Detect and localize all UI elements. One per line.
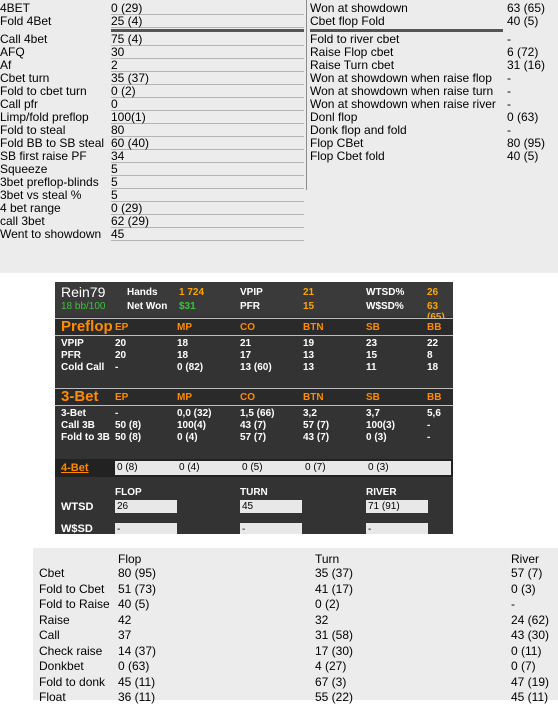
stat-value: 5: [111, 189, 304, 202]
stats-right-column: [310, 2, 558, 163]
stat-label: SB first raise PF: [0, 149, 87, 163]
threebet-cell: 5,6: [427, 408, 441, 419]
stat-value: 0: [111, 98, 304, 111]
preflop-cell: 18: [177, 338, 189, 349]
stat-value: 0 (29): [111, 2, 304, 15]
preflop-row: [55, 338, 453, 350]
wtsd-flop: 26: [115, 500, 177, 513]
stat-value: 0 (29): [111, 202, 304, 215]
street-stat-label: Fold to donk: [39, 674, 106, 689]
preflop-cell: 20: [115, 338, 127, 349]
stat-label: Donl flop: [310, 110, 358, 124]
street-stat-value: 35 (37): [315, 566, 354, 580]
stats-left-column: [0, 2, 310, 241]
stat-value: 75 (4): [111, 33, 304, 46]
stat-label: 4BET: [0, 1, 31, 15]
wtsd-row-label: WTSD: [61, 501, 94, 513]
stat-label: Squeeze: [0, 162, 48, 176]
stat-label: Flop Cbet fold: [310, 149, 385, 163]
preflop-cell: 13: [303, 362, 315, 373]
street-stat-label: Cbet: [39, 566, 65, 580]
pfr-label: PFR: [240, 301, 260, 312]
street-stat-value: 17 (30): [315, 643, 354, 658]
street-stat-row: [33, 629, 558, 642]
preflop-cell: 11: [366, 362, 377, 373]
stat-row: [0, 228, 310, 241]
preflop-row-label: PFR: [61, 350, 81, 361]
stat-label: 4 bet range: [0, 201, 61, 215]
threebet-cell: 57 (7): [303, 420, 330, 431]
pos-ep: EP: [115, 392, 129, 403]
stat-label: Fold to steal: [0, 123, 66, 137]
threebet-cell: 57 (7): [240, 432, 267, 443]
bb100-value: 18 bb/100: [61, 301, 106, 312]
street-stat-label: Check raise: [39, 643, 103, 658]
hands-value: 1 724: [179, 287, 205, 298]
stat-value: 35 (37): [111, 72, 304, 85]
street-header-row: [33, 553, 558, 566]
street-stat-value: 31 (58): [315, 628, 354, 642]
stat-value: 34: [111, 150, 304, 163]
threebet-cell: 43 (7): [240, 420, 267, 431]
stat-label: Won at showdown when raise river: [310, 97, 496, 111]
hands-label: Hands: [127, 287, 158, 298]
street-stat-row: [33, 676, 558, 689]
stat-value: 80: [111, 124, 304, 137]
vpip-label: VPIP: [240, 287, 263, 298]
stat-label: 3bet preflop-blinds: [0, 175, 99, 189]
stat-value: 60 (40): [111, 137, 304, 150]
stat-label: call 3bet: [0, 214, 45, 228]
threebet-row: [55, 420, 453, 432]
fourbet-mp: 0 (4): [177, 461, 241, 475]
fourbet-co: 0 (5): [240, 461, 304, 475]
stat-label: Limp/fold preflop: [0, 110, 89, 124]
stat-value: 100(1): [111, 111, 304, 124]
pos-mp: MP: [177, 392, 192, 403]
header-river: River: [511, 552, 540, 566]
preflop-row-label: VPIP: [61, 338, 84, 349]
street-stat-value: 32: [315, 612, 329, 627]
threebet-cell: 1,5 (66): [240, 408, 275, 419]
stat-label: Went to showdown: [0, 227, 102, 241]
pos-bb: BB: [427, 322, 442, 333]
stats-panel-top: [0, 0, 558, 273]
preflop-cell: 13: [303, 350, 315, 361]
stat-value: 0 (2): [111, 85, 304, 98]
wsd-flop: -: [115, 523, 177, 534]
preflop-cell: 18: [177, 350, 189, 361]
stat-label: 3bet vs steal %: [0, 188, 82, 202]
wsd-value: 63: [427, 301, 439, 312]
stat-value: -: [507, 32, 511, 46]
stat-value: 30: [111, 46, 304, 59]
stat-row: [310, 150, 558, 163]
wtsd-value: 26: [427, 287, 439, 298]
preflop-row: [55, 350, 453, 362]
street-stat-row: [33, 660, 558, 673]
street-stats-panel: [33, 548, 558, 704]
stat-row: [0, 202, 310, 215]
street-stat-value: 0 (11): [511, 643, 542, 658]
preflop-cell: 17: [240, 350, 252, 361]
street-stat-value: 43 (30): [511, 628, 550, 642]
threebet-cell: 3,2: [303, 408, 317, 419]
stat-value: 6 (72): [507, 45, 539, 59]
preflop-cell: 13 (60): [240, 362, 272, 373]
stat-value: 5: [111, 163, 304, 176]
street-stat-label: Donkbet: [39, 659, 84, 673]
stat-value: -: [507, 97, 511, 111]
stat-label: Call 4bet: [0, 32, 48, 46]
street-stat-value: 40 (5): [118, 597, 150, 611]
fourbet-sb: 0 (3): [366, 461, 430, 475]
netwon-value: $31: [179, 301, 196, 312]
street-stat-value: 67 (3): [315, 674, 347, 689]
stat-label: Cbet flop Fold: [310, 14, 385, 28]
wsd-turn: -: [240, 523, 302, 534]
preflop-cell: 8: [427, 350, 433, 361]
netwon-label: Net Won: [127, 301, 168, 312]
stat-value: -: [507, 84, 511, 98]
threebet-cell: 100(4): [177, 420, 206, 431]
pos-co: CO: [240, 322, 255, 333]
street-stat-row: [33, 583, 558, 596]
preflop-cell: 18: [427, 362, 439, 373]
street-stat-label: Raise: [39, 612, 70, 627]
stat-value: -: [507, 123, 511, 137]
preflop-cell: 20: [115, 350, 127, 361]
street-stat-value: 47 (19): [511, 674, 550, 689]
street-stat-value: 51 (73): [118, 581, 157, 596]
fourbet-ep: 0 (8): [115, 461, 179, 475]
street-stat-label: Fold to Cbet: [39, 581, 105, 596]
preflop-cell: 0 (82): [177, 362, 204, 373]
wsd-row-label: W$SD: [61, 523, 93, 535]
pfr-value: 15: [303, 301, 315, 312]
street-stat-value: 36 (11): [118, 690, 156, 704]
stat-label: Won at showdown when raise flop: [310, 71, 492, 85]
threebet-row: [55, 432, 453, 444]
wsd-river: -: [366, 523, 428, 534]
stat-label: Fold 4Bet: [0, 14, 52, 28]
street-stat-value: -: [511, 597, 515, 611]
threebet-cell: 50 (8): [115, 420, 142, 431]
stat-value: 2: [111, 59, 304, 72]
street-stat-value: 24 (62): [511, 612, 550, 627]
stat-value: 62 (29): [111, 215, 304, 228]
street-stat-value: 0 (3): [511, 581, 536, 596]
preflop-cell: 23: [366, 338, 378, 349]
pos-bb: BB: [427, 392, 442, 403]
stat-value: 40 (5): [507, 149, 539, 163]
threebet-row-label: Call 3B: [61, 420, 95, 431]
fourbet-row: [55, 459, 453, 477]
threebet-cell: 43 (7): [303, 432, 330, 443]
pos-sb: SB: [366, 392, 380, 403]
threebet-cell: 3,7: [366, 408, 380, 419]
stat-value: 40 (5): [507, 14, 539, 28]
threebet-title: 3-Bet: [61, 388, 99, 405]
preflop-cell: 19: [303, 338, 315, 349]
street-stat-row: [33, 645, 558, 658]
street-stat-label: Float: [39, 690, 66, 704]
stat-label: Flop CBet: [310, 136, 364, 150]
stat-label: Fold to cbet turn: [0, 84, 87, 98]
stat-value: 0 (63): [507, 110, 539, 124]
street-stat-row: [33, 567, 558, 580]
preflop-row-label: Cold Call: [61, 362, 105, 373]
stat-row: [0, 15, 310, 28]
header-turn: Turn: [315, 552, 340, 566]
player-name: Rein79: [61, 284, 106, 300]
preflop-cell: 21: [240, 338, 252, 349]
stat-label: Cbet turn: [0, 71, 50, 85]
street-stat-value: 80 (95): [118, 566, 157, 580]
threebet-cell: -: [427, 420, 431, 431]
stat-label: Af: [0, 58, 12, 72]
stat-label: Raise Turn cbet: [310, 58, 395, 72]
hud-header: [55, 282, 453, 316]
threebet-row: [55, 408, 453, 420]
pos-btn: BTN: [303, 392, 324, 403]
threebet-cell: 0,0 (32): [177, 408, 212, 419]
stat-value: 25 (4): [111, 15, 304, 28]
stat-row: [0, 85, 310, 98]
wtsd-river: 71 (91): [366, 500, 428, 513]
preflop-row: [55, 362, 453, 374]
threebet-cell: 0 (4): [177, 432, 198, 443]
street-stat-value: 0 (7): [511, 659, 536, 673]
pos-btn: BTN: [303, 322, 324, 333]
stat-label: Fold BB to SB steal: [0, 136, 105, 150]
threebet-cell: -: [427, 432, 431, 443]
threebet-cell: 100(3): [366, 420, 395, 431]
wtsd-label: WTSD%: [366, 287, 405, 298]
threebet-cell: 0 (3): [366, 432, 387, 443]
street-stat-value: 4 (27): [315, 659, 347, 673]
stat-value: 80 (95): [507, 136, 546, 150]
threebet-cell: -: [115, 408, 119, 419]
pos-co: CO: [240, 392, 255, 403]
street-stat-value: 45 (11): [118, 674, 156, 689]
street-stat-row: [33, 598, 558, 611]
stat-value: 31 (16): [507, 58, 546, 72]
stat-label: Won at showdown when raise turn: [310, 84, 494, 98]
stat-value: 63 (65): [507, 1, 546, 15]
street-stat-value: 45 (11): [511, 690, 549, 704]
street-stat-value: 14 (37): [118, 643, 157, 658]
preflop-cell: -: [115, 362, 119, 373]
pos-sb: SB: [366, 322, 380, 333]
stat-label: Raise Flop cbet: [310, 45, 394, 59]
stat-label: AFQ: [0, 45, 25, 59]
street-stat-value: 37: [118, 628, 132, 642]
street-river: RIVER: [366, 487, 397, 498]
stat-row: [310, 15, 558, 28]
street-stat-value: 0 (2): [315, 597, 340, 611]
threebet-row-label: Fold to 3B: [61, 432, 110, 443]
street-stat-value: 41 (17): [315, 581, 354, 596]
street-stat-value: 42: [118, 612, 132, 627]
street-turn: TURN: [240, 487, 268, 498]
stat-value: 5: [111, 176, 304, 189]
threebet-row-label: 3-Bet: [61, 408, 87, 419]
stat-label: Fold to river cbet: [310, 32, 400, 46]
threebet-section-header: [55, 388, 453, 406]
preflop-section-header: [55, 318, 453, 336]
street-stat-value: 57 (7): [511, 566, 543, 580]
stat-label: Call pfr: [0, 97, 39, 111]
stat-value: -: [507, 71, 511, 85]
header-flop: Flop: [118, 552, 142, 566]
stat-label: Donk flop and fold: [310, 123, 407, 137]
wsd-label: W$SD%: [366, 301, 404, 312]
street-stat-row: [33, 614, 558, 627]
fourbet-btn: 0 (7): [303, 461, 367, 475]
pos-ep: EP: [115, 322, 129, 333]
threebet-cell: 50 (8): [115, 432, 142, 443]
player-hud: [55, 282, 453, 534]
vpip-value: 21: [303, 287, 315, 298]
column-divider: [306, 0, 307, 190]
street-stat-row: [33, 691, 558, 704]
preflop-title: Preflop: [61, 318, 113, 335]
preflop-cell: 22: [427, 338, 439, 349]
fourbet-bb: [427, 461, 451, 475]
fourbet-title: 4-Bet: [61, 462, 89, 474]
street-stat-value: 0 (63): [118, 659, 150, 673]
street-stat-label: Fold to Raise: [39, 597, 110, 611]
preflop-cell: 15: [366, 350, 378, 361]
wtsd-turn: 45: [240, 500, 302, 513]
stat-label: Won at showdown: [310, 1, 408, 15]
pos-mp: MP: [177, 322, 192, 333]
street-stat-label: Call: [39, 628, 60, 642]
stat-row: [0, 46, 310, 59]
stat-row: [0, 33, 310, 46]
stat-value: 45: [111, 228, 304, 241]
street-flop: FLOP: [115, 487, 142, 498]
street-stat-value: 55 (22): [315, 690, 354, 704]
